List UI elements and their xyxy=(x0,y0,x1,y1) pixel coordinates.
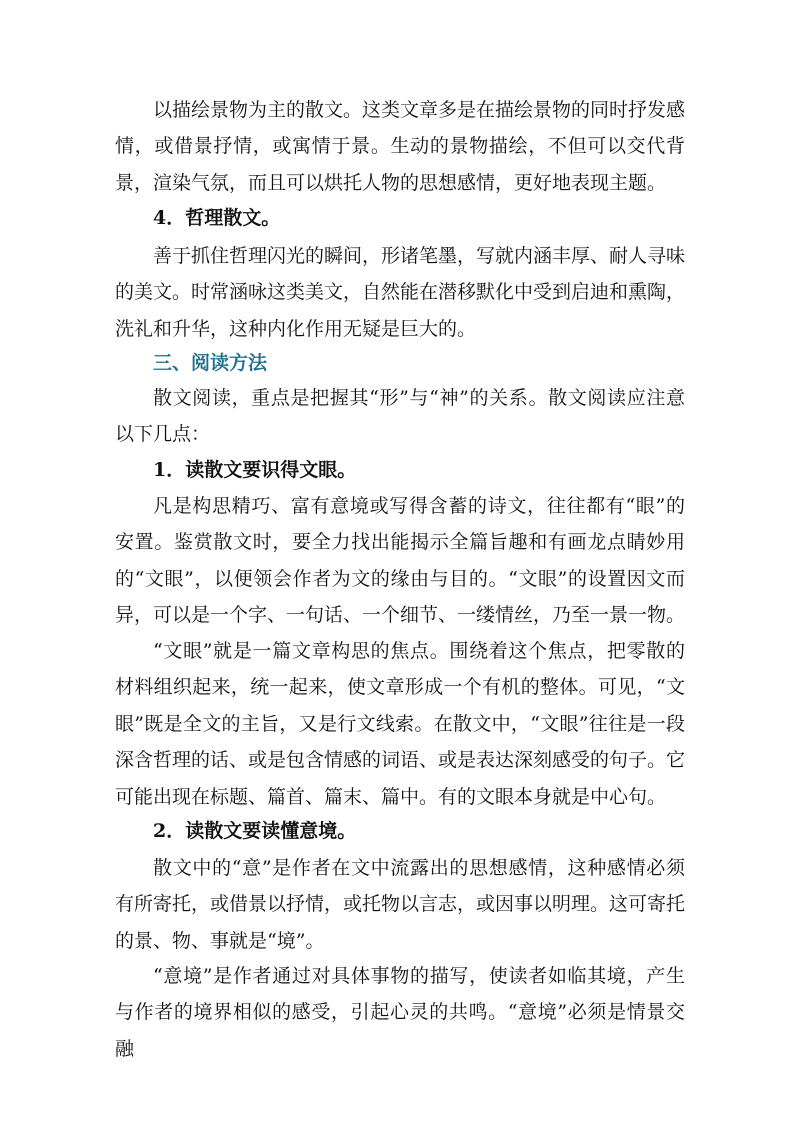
subheading-text-eye: 1．读散文要识得文眼。 xyxy=(153,459,357,481)
subheading-philosophical-prose: 4．哲理散文。 xyxy=(153,207,281,229)
section-heading-reading-methods: 三、阅读方法 xyxy=(153,352,268,374)
subheading-artistic-conception: 2．读散文要读懂意境。 xyxy=(153,820,357,842)
paragraph-artistic-conception-effect: “意境”是作者通过对具体事物的描写，使读者如临其境，产生与作者的境界相似的感受，引起心灵的共鸣。“意境”必须是情景交融 xyxy=(115,965,685,1060)
paragraph-text-eye-focus: “文眼”就是一篇文章构思的焦点。围绕着这个焦点，把零散的材料组织起来，统一起来，使文章形成一个有机的整体。可见，“文眼”既是全文的主旨，又是行文线索。在散文中，“文眼”往往是一段深含哲理的话、或是包含情感的词语、或是表达深刻感受的句子。它可能出现在标题、篇首、篇末、篇中。有的文眼本身就是中心句。 xyxy=(115,640,686,808)
paragraph-artistic-conception-meaning: 散文中的“意”是作者在文中流露出的思想感情，这种感情必须有所寄托，或借景以抒情，或托物以言志，或因事以明理。这可寄托的景、物、事就是“境”。 xyxy=(115,857,686,952)
paragraph-landscape-prose: 以描绘景物为主的散文。这类文章多是在描绘景物的同时抒发感情，或借景抒情，或寓情于景。生动的景物描绘，不但可以交代背景，渲染气氛，而且可以烘托人物的思想感情，更好地表现主题。 xyxy=(115,99,686,194)
paragraph-philosophical-prose: 善于抓住哲理闪光的瞬间，形诸笔墨，写就内涵丰厚、耐人寻味的美文。时常涵咏这类美文，自然能在潜移默化中受到启迪和熏陶，洗礼和升华，这种内化作用无疑是巨大的。 xyxy=(115,245,686,340)
paragraph-text-eye-definition: 凡是构思精巧、富有意境或写得含蓄的诗文，往往都有“眼”的安置。鉴赏散文时，要全力找出能揭示全篇旨趣和有画龙点睛妙用的“文眼”，以便领会作者为文的缘由与目的。“文眼”的设置因文而异，可以是一个字、一句话、一个细节、一缕情丝，乃至一景一物。 xyxy=(115,495,686,627)
paragraph-reading-intro: 散文阅读，重点是把握其“形”与“神”的关系。散文阅读应注意以下几点： xyxy=(115,387,685,446)
